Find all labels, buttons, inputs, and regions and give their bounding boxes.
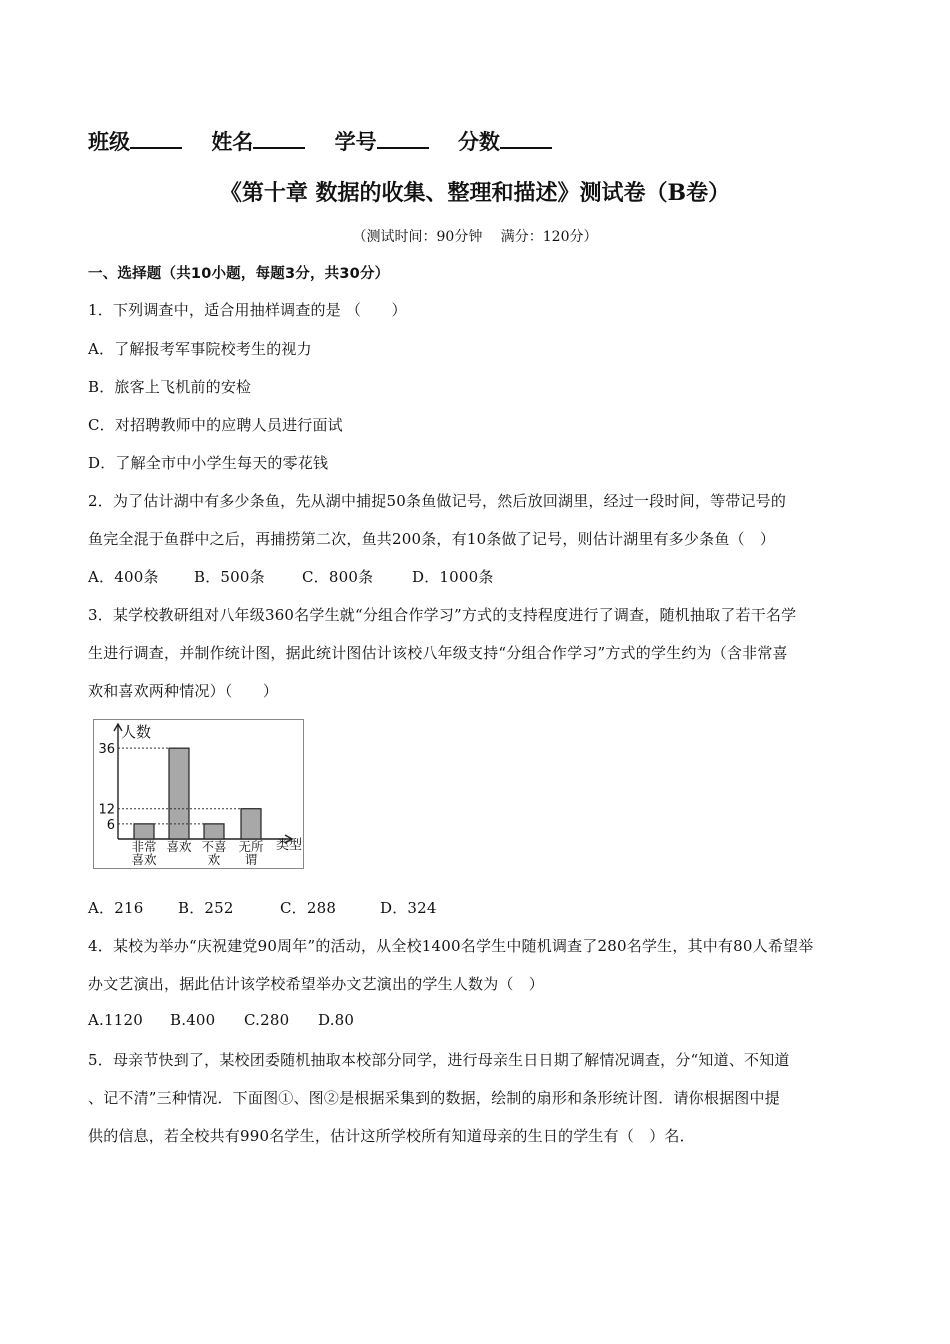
class-blank [130,129,182,149]
x-category-label-1: 非常 [131,839,157,854]
q2-option-d: D．1000条 [412,568,494,586]
q3-options [88,897,437,918]
class-field [88,126,182,156]
q1-option-c: C．对招聘教师中的应聘人员进行面试 [88,416,343,434]
name-blank [253,129,305,149]
q2-stem-line1: 2．为了估计湖中有多少条鱼，先从湖中捕捉50条鱼做记号，然后放回湖里，经过一段时间，等带记号的 [88,492,787,510]
student-id-field [335,126,429,156]
y-tick-label-12: 12 [98,802,115,818]
student-info-header [88,126,574,156]
x-category-label-4: 谓 [244,852,258,867]
bar-chart [93,719,304,869]
q3-option-d: D．324 [380,899,437,917]
y-axis-label: 人数 [121,723,152,741]
q3-option-c: C．288 [280,899,337,917]
page-subtitle: （测试时间：90分钟 满分：120分） [352,229,598,245]
x-axis-label: 类型 [275,838,303,853]
q4-options [88,1011,354,1029]
q1-option-a: A．了解报考军事院校考生的视力 [88,340,312,358]
q4-option-d: D.80 [318,1011,355,1029]
y-tick-label-36: 36 [98,742,115,758]
score-blank [500,129,552,149]
x-category-label-3: 欢 [207,852,221,867]
score-field [458,126,552,156]
bar-2 [169,748,189,839]
student-id-label: 学号 [334,130,377,154]
name-field [211,126,305,156]
name-label: 姓名 [211,130,254,154]
q1-stem: 1．下列调查中，适合用抽样调查的是 （ ） [88,301,407,319]
section-heading: 一、选择题（共10小题，每题3分，共30分） [88,266,390,282]
q5-stem-line2: 、记不清”三种情况．下面图①、图②是根据采集到的数据，绘制的扇形和条形统计图．请你根据图中提 [88,1089,780,1107]
q3-stem-line1: 3．某学校教研组对八年级360名学生就“分组合作学习”方式的支持程度进行了调查，随机抽取了若干名学 [88,606,797,624]
q4-option-b: B.400 [170,1011,216,1029]
q5-stem-line3: 供的信息，若全校共有990名学生，估计这所学校所有知道母亲的生日的学生有（ ）名． [88,1127,695,1145]
bar-chart-svg [94,720,303,868]
class-label: 班级 [88,130,130,154]
q4-option-c: C.280 [244,1011,290,1029]
q2-options [88,566,494,587]
score-label: 分数 [457,130,500,154]
q3-stem-line3: 欢和喜欢两种情况）（ ） [88,682,279,700]
x-category-label-1: 喜欢 [131,852,157,867]
x-category-label-4: 无所 [238,839,264,854]
q2-option-c: C．800条 [302,568,374,586]
q1-option-d: D．了解全市中小学生每天的零花钱 [88,454,329,472]
q1-option-b: B．旅客上飞机前的安检 [88,378,252,396]
bar-4 [241,809,261,839]
y-tick-label-6: 6 [106,817,115,833]
bar-1 [134,824,154,839]
q2-option-a: A．400条 [88,568,159,586]
page-title: 《第十章 数据的收集、整理和描述》测试卷（B卷） [219,180,731,206]
student-id-blank [377,129,429,149]
q3-stem-line2: 生进行调查，并制作统计图，据此统计图估计该校八年级支持“分组合作学习”方式的学生约为（含非常喜 [88,644,788,662]
x-category-label-3: 不喜 [201,839,227,854]
q3-option-b: B．252 [178,899,234,917]
q3-option-a: A．216 [88,899,144,917]
q2-stem-line2: 鱼完全混于鱼群中之后，再捕捞第二次，鱼共200条，有10条做了记号，则估计湖里有多少条鱼（ ） [88,530,776,548]
q4-option-a: A.1120 [88,1011,143,1029]
q4-stem-line1: 4．某校为举办“庆祝建党90周年”的活动，从全校1400名学生中随机调查了280名学生，其中有80人希望举 [88,937,814,955]
q2-option-b: B．500条 [194,568,265,586]
x-category-label-2: 喜欢 [166,839,192,854]
q4-stem-line2: 办文艺演出，据此估计该学校希望举办文艺演出的学生人数为（ ） [88,975,545,993]
q5-stem-line1: 5．母亲节快到了，某校团委随机抽取本校部分同学，进行母亲生日日期了解情况调查，分“知道、不知道 [88,1051,790,1069]
bar-3 [204,824,224,839]
